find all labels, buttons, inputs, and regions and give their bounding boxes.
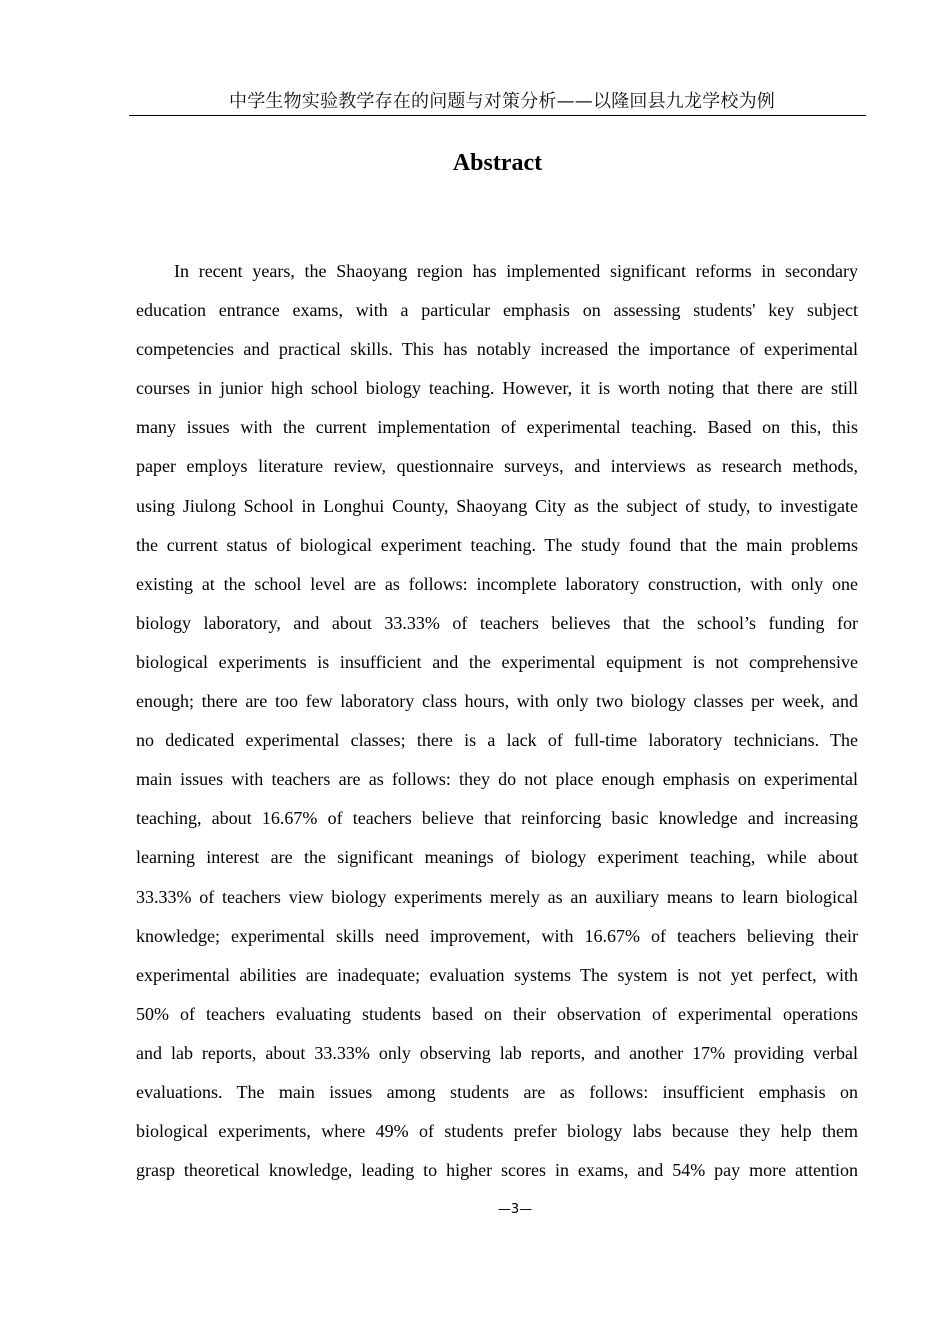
abstract-line: biological experiments, where 49% of students prefer biology labs because they help them <box>136 1121 858 1142</box>
abstract-line: courses in junior high school biology teaching. However, it is worth noting that there are still <box>136 378 858 399</box>
abstract-line: grasp theoretical knowledge, leading to higher scores in exams, and 54% pay more attention <box>136 1160 858 1181</box>
abstract-line: using Jiulong School in Longhui County, Shaoyang City as the subject of study, to investigate <box>136 495 858 516</box>
abstract-line: no dedicated experimental classes; there is a lack of full-time laboratory technicians. The <box>136 730 858 751</box>
abstract-line: 33.33% of teachers view biology experiments merely as an auxiliary means to learn biological <box>136 886 858 907</box>
abstract-line: biology laboratory, and about 33.33% of teachers believes that the school’s funding for <box>136 612 858 633</box>
running-header <box>129 90 866 116</box>
abstract-line: In recent years, the Shaoyang region has implemented significant reforms in secondary <box>174 261 858 281</box>
abstract-line: learning interest are the significant meanings of biology experiment teaching, while about <box>136 847 858 868</box>
abstract-line: the current status of biological experiment teaching. The study found that the main problems <box>136 534 858 555</box>
abstract-line: main issues with teachers are as follows: they do not place enough emphasis on experimental <box>136 769 858 790</box>
abstract-line: evaluations. The main issues among students are as follows: insufficient emphasis on <box>136 1081 858 1102</box>
section-title: Abstract <box>452 150 543 176</box>
abstract-line: and lab reports, about 33.33% only observing lab reports, and another 17% providing verbal <box>136 1042 858 1063</box>
abstract-line: many issues with the current implementation of experimental teaching. Based on this, this <box>136 417 858 438</box>
page-number: —3— <box>497 1202 533 1217</box>
abstract-line: experimental abilities are inadequate; evaluation systems The system is not yet perfect, with <box>136 964 858 985</box>
abstract-line: enough; there are too few laboratory class hours, with only two biology classes per week, and <box>136 691 858 712</box>
running-title: 中学生物实验教学存在的问题与对策分析——以隆回县九龙学校为例 <box>229 91 775 112</box>
abstract-line: knowledge; experimental skills need improvement, with 16.67% of teachers believing their <box>136 925 858 946</box>
abstract-line: competencies and practical skills. This has notably increased the importance of experimental <box>136 339 858 360</box>
abstract-body <box>136 252 858 1190</box>
abstract-line: 50% of teachers evaluating students based on their observation of experimental operations <box>136 1003 858 1024</box>
abstract-line: teaching, about 16.67% of teachers believe that reinforcing basic knowledge and increasing <box>136 808 858 829</box>
abstract-line: paper employs literature review, questionnaire surveys, and interviews as research methods, <box>136 456 858 477</box>
abstract-line: existing at the school level are as follows: incomplete laboratory construction, with only one <box>136 573 858 594</box>
abstract-line: biological experiments is insufficient and the experimental equipment is not comprehensive <box>136 651 858 672</box>
abstract-line: education entrance exams, with a particular emphasis on assessing students' key subject <box>136 300 858 321</box>
